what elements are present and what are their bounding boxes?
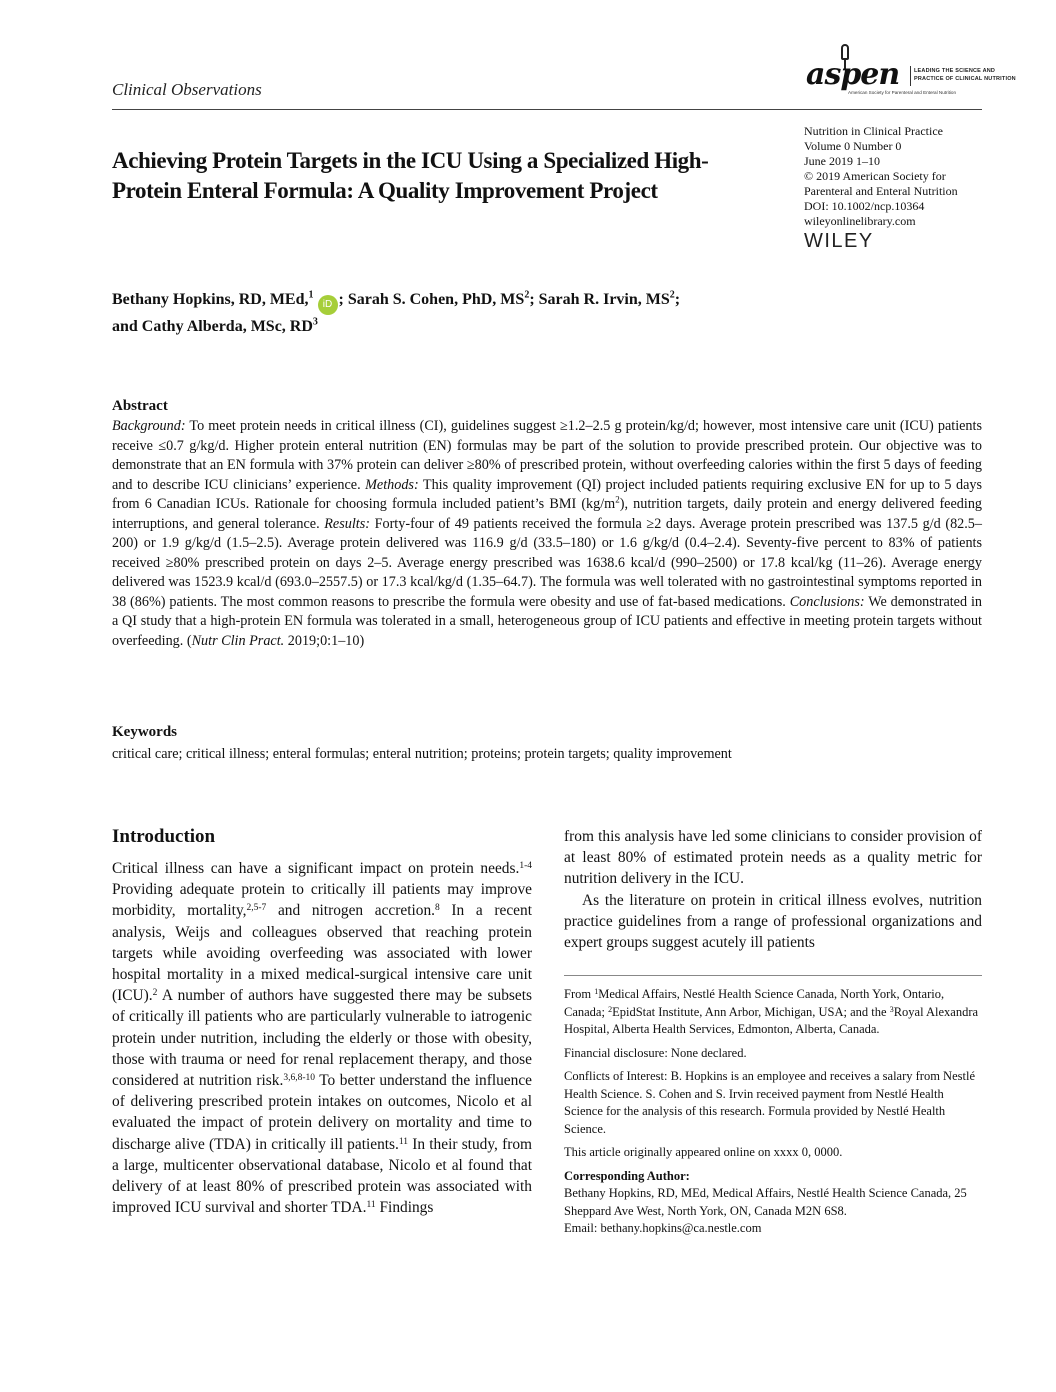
affiliation-sup: 3 <box>889 1004 894 1014</box>
author-name: ; Sarah R. Irvin, MS <box>529 291 670 308</box>
author-list <box>112 288 912 339</box>
intro-paragraph <box>112 858 532 1218</box>
affiliation-sup: 1 <box>594 987 599 996</box>
journal-copyright-2: Parenteral and Enteral Nutrition <box>804 184 958 198</box>
text: and nitrogen accretion. <box>266 902 436 920</box>
introduction-heading: Introduction <box>112 826 216 847</box>
text: Findings <box>375 1199 434 1217</box>
journal-doi[interactable]: DOI: 10.1002/ncp.10364 <box>804 199 925 213</box>
journal-name: Nutrition in Clinical Practice <box>804 124 943 138</box>
abstract-body <box>112 417 982 651</box>
introduction-right-column <box>564 826 982 953</box>
logo-tagline-2: PRACTICE OF CLINICAL NUTRITION <box>914 76 1016 82</box>
affiliations <box>564 986 984 1039</box>
text: From <box>564 987 595 1001</box>
affiliation-2: EpidStat Institute, Ann Arbor, Michigan, USA; and the <box>612 1004 890 1019</box>
citation-tail: 2019;0:1–10) <box>284 632 365 649</box>
conclusions-text: We demonstrated in a QI study that a high-protein EN formula was tolerated in a small, heterogeneous group of ICU patients and effective in meeting protein targets without overfeeding. ( <box>112 593 982 649</box>
logo-tagline-3: American Society for Parenteral and Enteral Nutrition <box>848 90 957 95</box>
affiliation-sup: 3 <box>312 316 318 328</box>
author-name: ; Sarah S. Cohen, PhD, MS <box>338 291 525 308</box>
affiliation-sup: 2 <box>608 1004 613 1014</box>
results-text: Forty-four of 49 patients received the formula ≥2 days. Average protein prescribed was 137.5 g/d (82.5–200) or 1.9 g/kg/d (1.5–2.5). Average protein delivered was 116.9 g/d (33.5–180) or 1.6 g/kg/d (0.4–2.4). Seventy-five percent to 83% of patients received ≥80% prescribed protein on days 2–5. Average energy prescribed was 1638.6 kcal/d (990–2500) or 17.8 kcal/kg (11–26). Average energy delivered was 1523.9 kcal/d (693.0–2557.5) or 17.3 kcal/kg/d (1.35–64.7). The formula was well tolerated with no gastrointestinal symptoms reported in 38 (86%) patients. The most common reasons to prescribe the formula were obesity and use of fat-based medications. <box>112 515 982 610</box>
citation-ref[interactable]: 8 <box>435 903 440 914</box>
journal-info <box>804 124 994 229</box>
corresponding-address: Bethany Hopkins, RD, MEd, Medical Affairs, Nestlé Health Science Canada, 25 Sheppard Ave West, North York, ON, Canada M2N 6S8. <box>564 1186 967 1218</box>
background-text: To meet protein needs in critical illness (CI), guidelines suggest ≥1.2–2.5 g protein/kg/d; however, most intensive care unit (ICU) patients receive ≤0.7 g/kg/d. Higher protein enteral nutrition (EN) formulas may be part of the solution to provide prescribed protein. Our objective was to demonstrate that an EN formula with 37% protein can deliver ≥80% of prescribed protein, without overfeeding calories within the first 5 days of feeding and to describe ICU clinicians’ experience. <box>112 418 982 493</box>
citation-ref[interactable]: 11 <box>398 1136 409 1147</box>
journal-volume: Volume 0 Number 0 <box>804 139 902 153</box>
keywords-list: critical care; critical illness; enteral formulas; enteral nutrition; proteins; protein targets; quality improvement <box>112 746 732 762</box>
author-separator: ; <box>674 291 681 308</box>
citation-ref[interactable]: 1-4 <box>519 861 532 871</box>
logo-tagline-1: LEADING THE SCIENCE AND <box>914 68 996 74</box>
intro-paragraph: As the literature on protein in critical illness evolves, nutrition practice guidelines from a range of professional organizations and expert groups suggest acutely ill patients <box>564 891 982 952</box>
superscript: 2 <box>615 494 620 505</box>
affiliation-3: Royal Alexandra Hospital, Alberta Health Services, Edmonton, Alberta, Canada. <box>564 1004 979 1036</box>
author-name: Bethany Hopkins, RD, MEd, <box>112 291 309 308</box>
corresponding-label: Corresponding Author: <box>564 1168 690 1183</box>
logo-divider <box>910 66 911 86</box>
corresponding-author <box>564 1168 984 1238</box>
citation-journal: Nutr Clin Pract. <box>191 632 285 649</box>
methods-label: Methods: <box>365 476 419 493</box>
text: Critical illness can have a significant impact on protein needs. <box>112 860 520 877</box>
affiliation-sup: 2 <box>669 289 675 301</box>
text: In their study, from a large, multicenter observational database, Nicolo et al found that delivery of at least 80% of prescribed protein was associated with improved ICU survival and shorter TDA. <box>112 1135 533 1217</box>
footnotes <box>564 986 984 1238</box>
intro-paragraph: from this analysis have led some clinicians to consider provision of at least 80% of estimated protein needs as a quality metric for nutrition delivery in the ICU. <box>564 828 982 888</box>
journal-website[interactable]: wileyonlinelibrary.com <box>804 214 916 228</box>
citation-ref[interactable]: 3,6,8-10 <box>283 1073 315 1084</box>
citation-ref[interactable]: 11 <box>366 1200 376 1211</box>
text: A number of authors have suggested there may be subsets of critically ill patients who are particularly vulnerable to iatrogenic protein under nutrition, including the elderly or those with obesity, those with trauma or need for renal replacement therapy, and those considered at nutrition risk. <box>112 987 532 1090</box>
methods-text: This quality improvement (QI) project included patients requiring exclusive EN for up to 5 days from 6 Canadian ICUs. Rationale for choosing formula included patient’s BMI (kg/m <box>112 476 982 512</box>
methods-text-cont: ), nutrition targets, daily protein and energy delivered feeding interruptions, and general tolerance. <box>112 496 983 532</box>
financial-disclosure: Financial disclosure: None declared. <box>564 1045 747 1060</box>
conclusions-label: Conclusions: <box>789 593 865 610</box>
logo-wordmark: aspen <box>806 57 900 92</box>
introduction-left-column <box>112 858 532 1218</box>
affiliation-sup: 1 <box>308 289 314 301</box>
text: To better understand the influence of delivering prescribed protein intakes on outcomes, Nicolo et al evaluated the impact of protein delivery on mortality and time to discharge alive (TDA) in critically ill patients. <box>112 1072 532 1153</box>
orcid-icon[interactable]: iD <box>318 295 338 315</box>
text: In a recent analysis, Weijs and colleagues observed that reaching protein targets while avoiding overfeeding was associated with lower hospital mortality in a mixed medical-surgical intensive care unit (ICU). <box>112 902 532 1005</box>
footnote-rule <box>564 975 982 976</box>
background-label: Background: <box>112 418 186 434</box>
citation-ref[interactable]: 2 <box>152 988 158 999</box>
text: Providing adequate protein to critically ill patients may improve morbidity, mortality, <box>112 881 532 920</box>
affiliation-sup: 2 <box>524 289 530 301</box>
journal-copyright-1: © 2019 American Society for <box>804 169 946 183</box>
abstract-heading: Abstract <box>112 398 168 414</box>
author-name: and Cathy Alberda, MSc, RD <box>112 318 313 335</box>
keywords-heading: Keywords <box>112 724 177 740</box>
journal-date: June 2019 1–10 <box>804 154 880 168</box>
results-label: Results: <box>324 515 370 532</box>
citation-ref[interactable]: 2,5-7 <box>246 903 267 914</box>
corresponding-email[interactable]: Email: bethany.hopkins@ca.nestle.com <box>564 1221 762 1235</box>
section-label: Clinical Observations <box>112 80 262 99</box>
affiliation-1: Medical Affairs, Nestlé Health Science Canada, North York, Ontario, Canada; <box>564 987 945 1019</box>
publisher-logo: WILEY <box>804 230 874 252</box>
header-rule <box>112 109 982 110</box>
online-date: This article originally appeared online on xxxx 0, 0000. <box>564 1145 843 1159</box>
article-title: Achieving Protein Targets in the ICU Using a Specialized High-Protein Enteral Formula: A Quality Improvement Project <box>112 148 709 203</box>
conflicts-of-interest: Conflicts of Interest: B. Hopkins is an employee and receives a salary from Nestlé Health Science. S. Cohen and S. Irvin received payment from Nestlé Health Science for the analysis of this research. Formula provided by Nestlé Health Science. <box>564 1069 975 1136</box>
aspen-logo <box>804 44 1016 100</box>
